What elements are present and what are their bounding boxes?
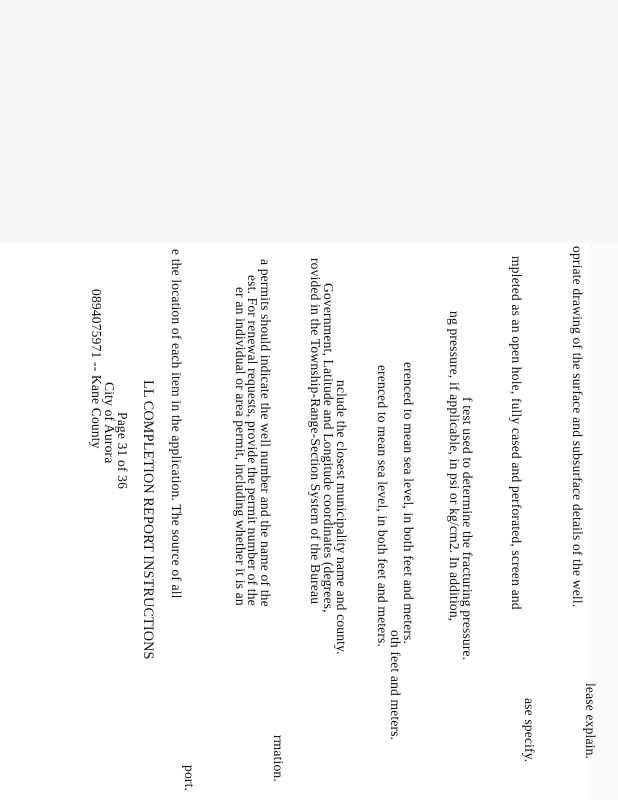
item8-line1: mpleted as an open hole, fully cased and perforated, screen and	[509, 256, 524, 610]
item1-line2: port.	[182, 765, 197, 792]
item5-line1: oth feet and meters.	[388, 630, 403, 741]
item9-line2: lease explain.	[583, 683, 598, 760]
item2-line4: rmation.	[271, 735, 286, 782]
item2-line1: er an individual or area permit, including whether it is an	[233, 287, 248, 606]
item7-line2: f test used to determine the fracturing pressure.	[460, 397, 475, 661]
header-doc-id: 0894075971 -- Kane County	[89, 289, 104, 449]
document-title: LL COMPLETION REPORT INSTRUCTIONS	[140, 380, 156, 660]
item8-line2: ase specify.	[522, 698, 537, 763]
item7-line1: ng pressure, if applicable, in psi or kg/cm2. In addition,	[447, 311, 462, 622]
item2-line2: est. For renewal requests, provide the permit number of the	[245, 275, 260, 606]
header-city: City of Aurora	[102, 382, 117, 464]
header-page: Page 31 of 36	[115, 412, 130, 490]
item3-line3: nclude the closest municipality name and county.	[334, 380, 349, 655]
item1-line1: e the location of each item in the application. The source of all	[169, 249, 184, 599]
item2-line3: a permits should indicate the well number and the name of the	[258, 259, 273, 607]
item6-line1: erenced to mean sea level, in both feet and meters.	[401, 362, 416, 645]
item3-line1: rovided in the Township-Range-Section System of the Bureau	[308, 258, 323, 605]
item9-line1: opriate drawing of the surface and subsurface details of the well.	[570, 246, 585, 608]
item4-line1: erenced to mean sea level, in both feet and meters.	[375, 365, 390, 648]
item3-line2: Government, Latitude and Longitude coordinates (degrees,	[321, 283, 336, 613]
